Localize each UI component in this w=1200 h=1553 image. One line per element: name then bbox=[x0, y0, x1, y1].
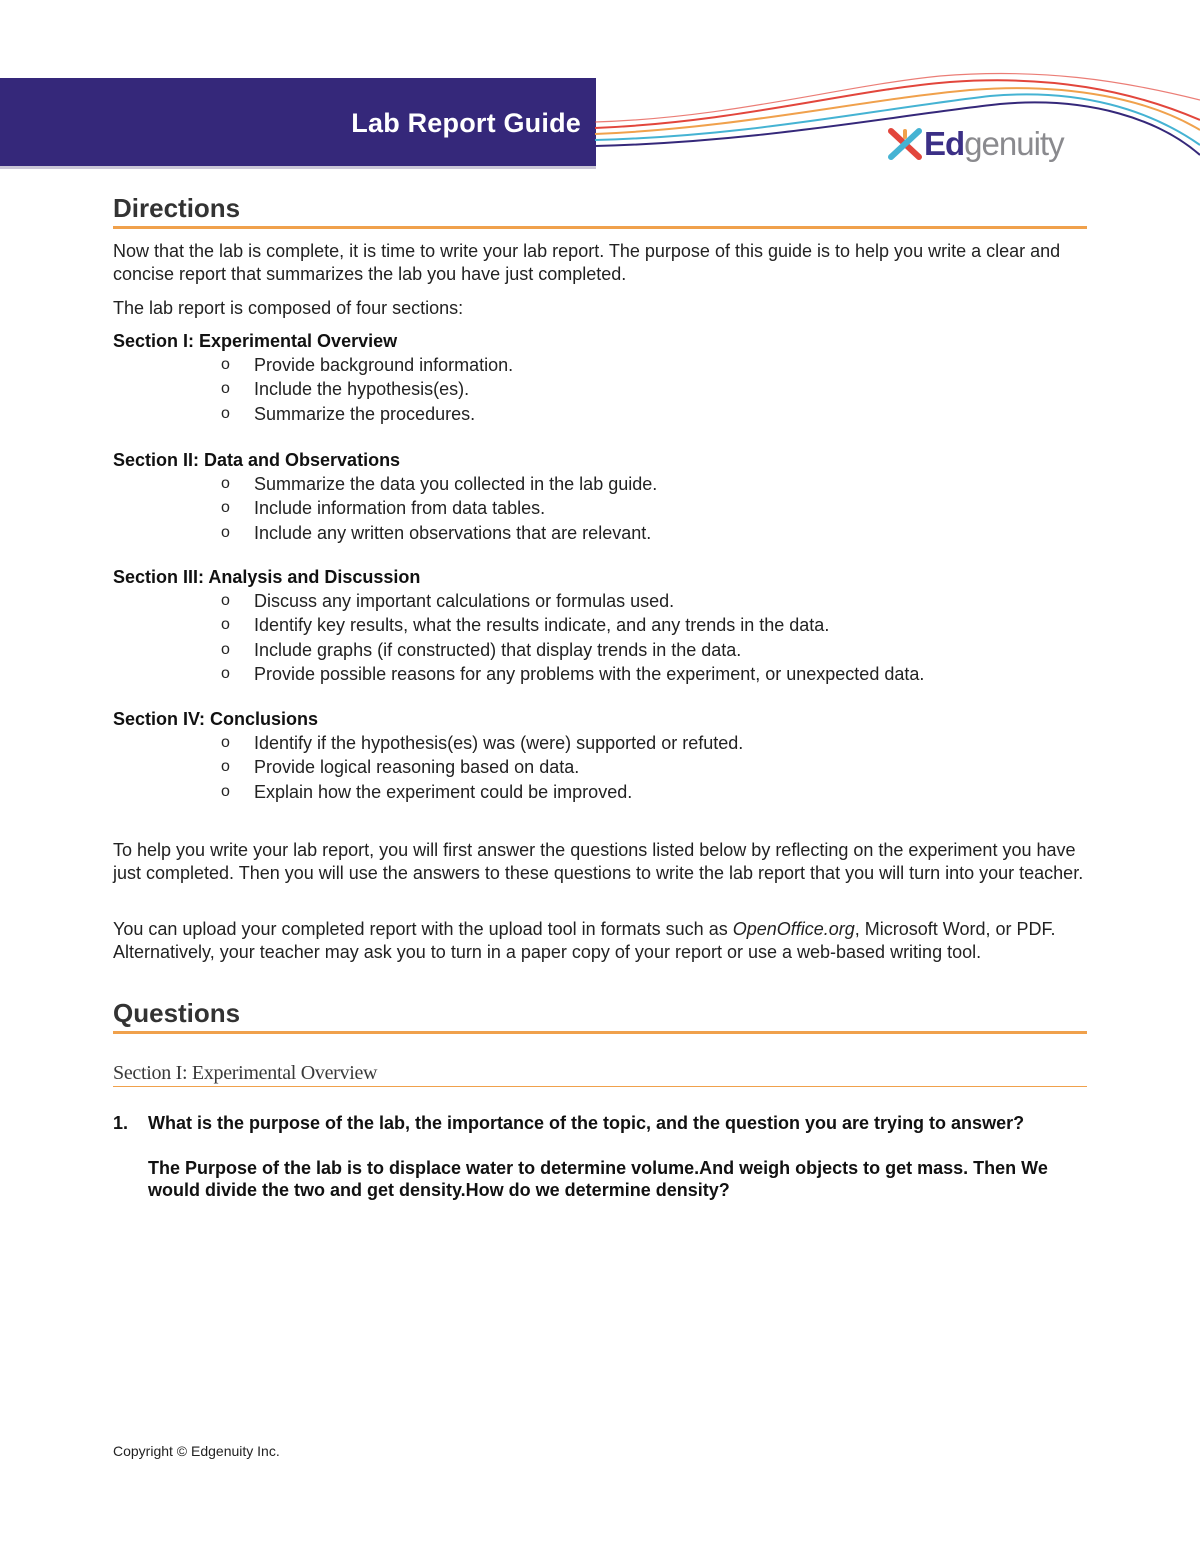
answer-text[interactable]: The Purpose of the lab is to displace water to determine volume.And weigh objects to get mass. Then We would divide the two and get density.How do we determine density? bbox=[148, 1157, 1048, 1200]
directions-para-3: To help you write your lab report, you will first answer the questions listed below by reflecting on the experiment you have just completed. Then you will use the answers to these questions to write the lab report that you will turn into your teacher. bbox=[113, 840, 1084, 883]
question-item bbox=[113, 1112, 1078, 1202]
list-item: o Provide background information. bbox=[221, 355, 514, 375]
section-bullets bbox=[221, 353, 513, 426]
directions-para-2: The lab report is composed of four sections: bbox=[113, 298, 464, 318]
section-title: Section IV: Conclusions bbox=[113, 709, 319, 729]
header-band bbox=[0, 78, 596, 166]
list-item: o Include the hypothesis(es). bbox=[221, 379, 470, 400]
list-item: o Include information from data tables. bbox=[221, 498, 546, 519]
directions-heading: Directions bbox=[113, 193, 1087, 229]
list-item: o Discuss any important calculations or formulas used. bbox=[221, 591, 675, 611]
list-item: o Summarize the data you collected in the lab guide. bbox=[221, 474, 658, 494]
question-text: What is the purpose of the lab, the importance of the topic, and the question you are trying to answer? bbox=[148, 1113, 1025, 1133]
section-bullets bbox=[221, 472, 657, 545]
list-item: o Explain how the experiment could be improved. bbox=[221, 781, 633, 802]
openoffice-link-text: OpenOffice.org bbox=[732, 919, 855, 939]
question-number: 1. bbox=[113, 1113, 129, 1133]
copyright-footer: Copyright © Edgenuity Inc. bbox=[113, 1443, 280, 1459]
directions-para-4: You can upload your completed report with the upload tool in formats such as OpenOffice.org, Microsoft Word, or PDF. Alternatively, your teacher may ask you to turn in a paper copy of your report or use a web-based writing tool. bbox=[113, 919, 1056, 962]
questions-subheading: Section I: Experimental Overview bbox=[113, 1062, 1087, 1087]
list-item: o Include graphs (if constructed) that display trends in the data. bbox=[221, 639, 742, 660]
section-title: Section III: Analysis and Discussion bbox=[113, 567, 421, 587]
list-item: o Identify key results, what the results indicate, and any trends in the data. bbox=[221, 615, 830, 636]
directions-para-1: Now that the lab is complete, it is time to write your lab report. The purpose of this guide is to help you write a clear and concise report that summarizes the lab you have just completed. bbox=[113, 241, 1061, 284]
section-title: Section II: Data and Observations bbox=[113, 450, 401, 470]
list-item: o Identify if the hypothesis(es) was (were) supported or refuted. bbox=[221, 733, 744, 753]
edgenuity-logo bbox=[888, 124, 1064, 164]
logo-text: Edgenuity bbox=[924, 125, 1064, 162]
list-item: o Provide possible reasons for any problems with the experiment, or unexpected data. bbox=[221, 664, 925, 685]
questions-heading: Questions bbox=[113, 998, 1087, 1034]
edgenuity-x-icon bbox=[888, 127, 922, 161]
section-bullets bbox=[221, 589, 924, 687]
page-title: Lab Report Guide bbox=[351, 108, 581, 138]
section-bullets bbox=[221, 731, 743, 804]
section-title: Section I: Experimental Overview bbox=[113, 331, 398, 351]
list-item: o Summarize the procedures. bbox=[221, 403, 476, 424]
list-item: o Include any written observations that are relevant. bbox=[221, 522, 652, 543]
list-item: o Provide logical reasoning based on data. bbox=[221, 757, 580, 778]
